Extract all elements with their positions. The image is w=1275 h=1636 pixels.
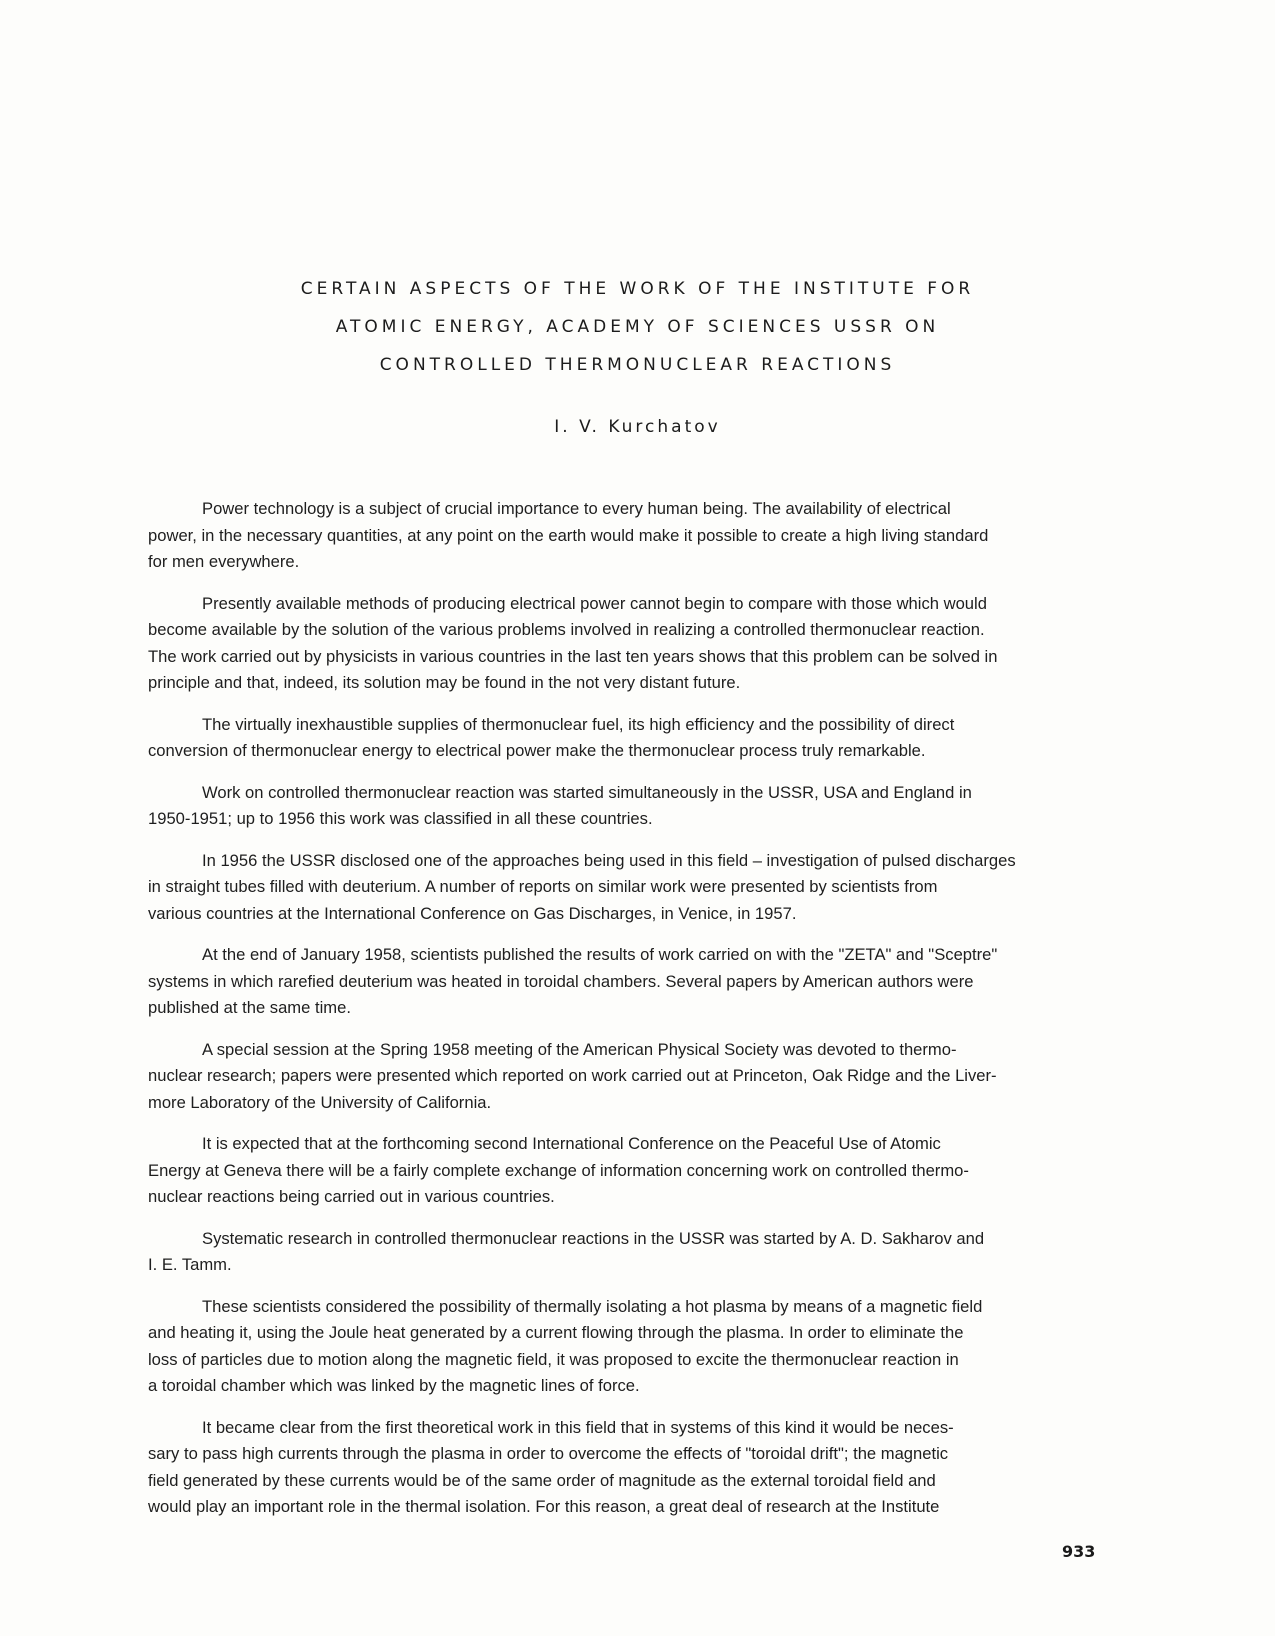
text-line: A special session at the Spring 1958 meeting of the American Physical Society was devoted to thermo-: [202, 1039, 957, 1059]
text-line: various countries at the International Conference on Gas Discharges, in Venice, in 1957.: [148, 903, 797, 923]
text-line: Energy at Geneva there will be a fairly complete exchange of information concerning work on controlled thermo-: [148, 1160, 969, 1180]
text-line: field generated by these currents would be of the same order of magnitude as the external toroidal field and: [148, 1470, 936, 1490]
text-line: Work on controlled thermonuclear reaction was started simultaneously in the USSR, USA and England in: [202, 782, 972, 802]
text-line: for men everywhere.: [148, 552, 300, 571]
paper-title: [0, 270, 1275, 384]
text-line: more Laboratory of the University of California.: [148, 1092, 492, 1112]
text-line: nuclear reactions being carried out in various countries.: [148, 1187, 555, 1206]
text-line: In 1956 the USSR disclosed one of the approaches being used in this field – investigation of pulsed discharges: [202, 850, 1016, 870]
text-line: Power technology is a subject of crucial importance to every human being. The availability of electrical: [202, 499, 951, 518]
text-line: At the end of January 1958, scientists published the results of work carried on with the "ZETA" and "Sceptre": [202, 945, 998, 964]
text-line: Presently available methods of producing electrical power cannot begin to compare with those which would: [202, 593, 987, 613]
text-line: The virtually inexhaustible supplies of thermonuclear fuel, its high efficiency and the possibility of direct: [202, 714, 955, 734]
paragraph-5: [148, 848, 1118, 928]
page-number: 933: [1062, 1542, 1096, 1561]
paragraph-6: [148, 942, 1118, 1022]
text-line: The work carried out by physicists in various countries in the last ten years shows that this problem can be solved in: [148, 646, 998, 666]
paragraph-4: [148, 780, 1118, 833]
text-line: sary to pass high currents through the plasma in order to overcome the effects of "toroidal drift"; the magnetic: [148, 1444, 949, 1463]
paragraph-10: [148, 1294, 1118, 1400]
text-line: become available by the solution of the various problems involved in realizing a controlled thermonuclear reaction.: [148, 620, 985, 639]
author-name: I. V. Kurchatov: [554, 417, 721, 437]
body-text: [148, 496, 1118, 1536]
text-line: Systematic research in controlled thermonuclear reactions in the USSR was started by A. D. Sakharov and: [202, 1228, 985, 1248]
text-line: would play an important role in the thermal isolation. For this reason, a great deal of research at the Institute: [148, 1497, 940, 1516]
text-line: These scientists considered the possibility of thermally isolating a hot plasma by means of a magnetic field: [202, 1296, 983, 1316]
paragraph-7: [148, 1037, 1118, 1117]
text-line: It became clear from the first theoretical work in this field that in systems of this kind it would be neces-: [202, 1417, 954, 1437]
paragraph-8: [148, 1131, 1118, 1211]
text-line: I. E. Tamm.: [148, 1255, 232, 1274]
text-line: published at the same time.: [148, 998, 351, 1017]
text-line: nuclear research; papers were presented which reported on work carried out at Princeton, Oak Ridge and the Liver-: [148, 1066, 997, 1085]
text-line: and heating it, using the Joule heat generated by a current flowing through the plasma. In order to eliminate the: [148, 1323, 964, 1342]
paragraph-3: [148, 712, 1118, 765]
text-line: loss of particles due to motion along the magnetic field, it was proposed to excite the thermonuclear reaction in: [148, 1349, 959, 1369]
title-line-3: CONTROLLED THERMONUCLEAR REACTIONS: [379, 355, 896, 375]
text-line: systems in which rarefied deuterium was heated in toroidal chambers. Several papers by American authors were: [148, 971, 974, 991]
text-line: 1950-1951; up to 1956 this work was classified in all these countries.: [148, 809, 653, 828]
text-line: It is expected that at the forthcoming second International Conference on the Peaceful Use of Atomic: [202, 1134, 941, 1153]
paragraph-11: [148, 1415, 1118, 1521]
title-line-2: ATOMIC ENERGY, ACADEMY OF SCIENCES USSR ON: [335, 317, 940, 337]
text-line: conversion of thermonuclear energy to electrical power make the thermonuclear process truly remarkable.: [148, 741, 926, 760]
text-line: power, in the necessary quantities, at any point on the earth would make it possible to create a high living standard: [148, 525, 989, 545]
paragraph-9: [148, 1226, 1118, 1279]
paragraph-1: [148, 496, 1118, 576]
text-line: in straight tubes filled with deuterium. A number of reports on similar work were presented by scientists from: [148, 877, 938, 896]
text-line: a toroidal chamber which was linked by the magnetic lines of force.: [148, 1376, 640, 1395]
text-line: principle and that, indeed, its solution may be found in the not very distant future.: [148, 673, 741, 692]
title-line-1: CERTAIN ASPECTS OF THE WORK OF THE INSTITUTE FOR: [300, 279, 975, 299]
paragraph-2: [148, 591, 1118, 697]
